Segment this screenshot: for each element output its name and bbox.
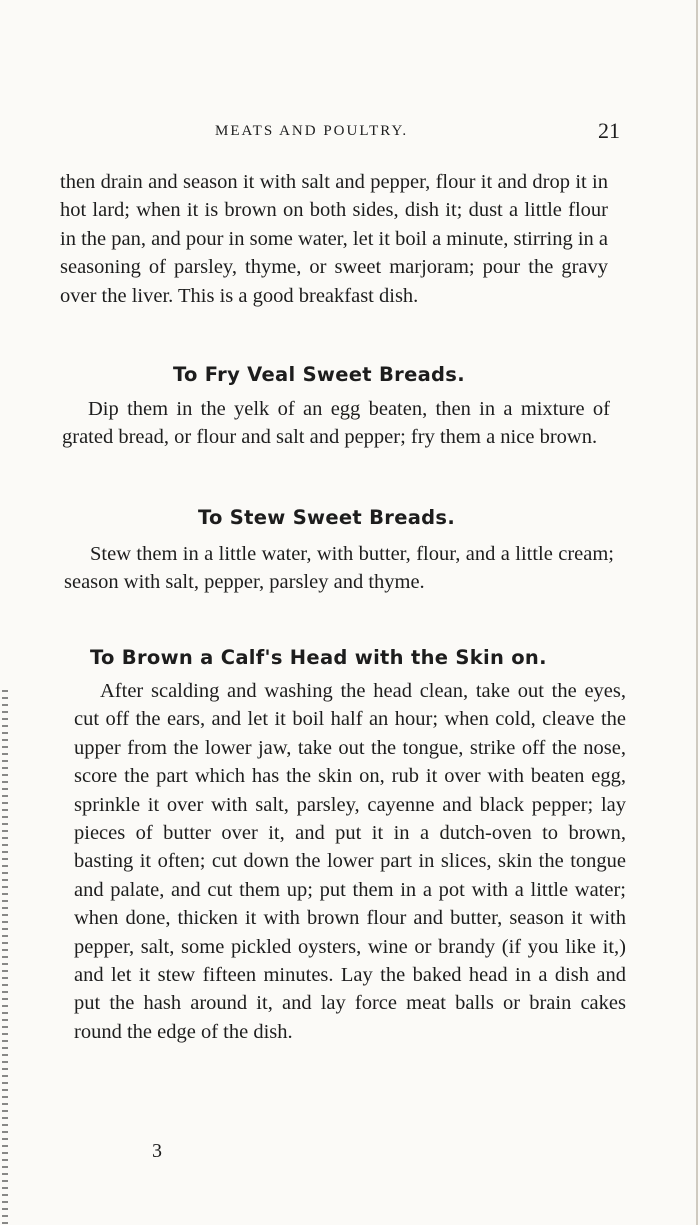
- running-head: [60, 118, 620, 148]
- paragraph-fry-sweet-breads: Dip them in the yelk of an egg beaten, then in a mixture of grated bread, or flour and salt and pepper; fry them a nice brown.: [62, 398, 610, 449]
- heading-fry-sweet-breads: To Fry Veal Sweet Breads.: [173, 363, 465, 386]
- page-number: 21: [598, 118, 620, 143]
- paragraph-stew-sweet-breads: Stew them in a little water, with butter, flour, and a little cream; season with salt, pepper, parsley and thyme.: [64, 543, 614, 594]
- paragraph-liver-continued: then drain and season it with salt and pepper, flour it and drop it in hot lard; when it is brown on both sides, dish it; dust a little flour in the pan, and pour in some water, let it boil a minute, stirring in a seasoning of parsley, thyme, or sweet marjoram; pour the gravy over the liver. This is a good breakfast dish.: [60, 171, 609, 307]
- heading-stew-sweet-breads: To Stew Sweet Breads.: [198, 506, 456, 529]
- heading-calfs-head: To Brown a Calf's Head with the Skin on.: [90, 646, 547, 669]
- page-edge-right: [696, 0, 698, 1225]
- paragraph-calfs-head: After scalding and washing the head clean, take out the eyes, cut off the ears, and let it boil half an hour; when cold, cleave the upper from the lower jaw, take out the tongue, strike off the nose, score the part which has the skin on, rub it over with beaten egg, sprinkle it over with salt, parsley, cayenne and black pepper; lay pieces of butter over it, and put it in a dutch-oven to brown, basting it often; cut down the lower part in slices, skin the tongue and palate, and cut them up; put them in a pot with a little water; when done, thicken it with brown flour and butter, season it with pepper, salt, some pickled oysters, wine or brandy (if you like it,) and let it stew fifteen minutes. Lay the baked head in a dish and put the hash around it, and lay force meat balls or brain cakes round the edge of the dish.: [74, 680, 626, 1043]
- page-edge-left: [2, 690, 8, 1225]
- running-title: MEATS AND POULTRY.: [215, 123, 409, 139]
- signature-mark: 3: [152, 1140, 162, 1162]
